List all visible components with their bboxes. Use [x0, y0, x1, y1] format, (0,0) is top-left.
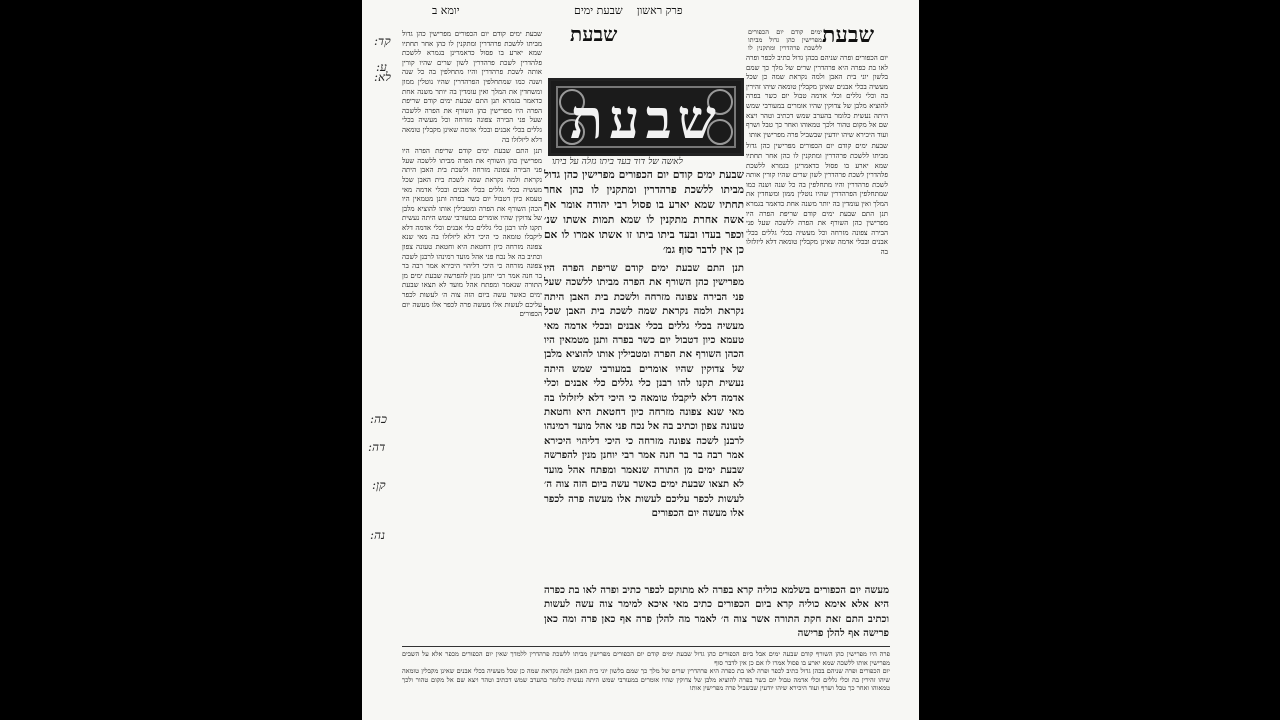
margin-note: לא: — [374, 70, 391, 84]
running-head-mishna: שבעת ימים — [574, 4, 623, 17]
mishna-text: שבעת ימים קודם יום הכפורים מפרישין כהן גדול מביתו ללשכת פרהדרין ומתקנין לו כהן אחר תחתיו שמא יארע בו פסול רבי יהודה אומר אף אשה אחרת מתקנין לו שמא תמות אשתו שנ׳ וכפר בעדו ובעד ביתו ביתו זו אשתו אמרו לו אם כן אין לדבר סוף׃ גמ׳ — [544, 169, 744, 256]
running-head-left — [432, 4, 460, 17]
mishna-opening — [544, 168, 744, 260]
margin-note: קד: — [374, 34, 391, 48]
inner-commentary-text: שבעת ימים קודם יום הכפורים מפרישין כהן גדול מביתו ללשכת פרהדרין ומתקנין לו כהן אחר תחתיו שמא יארע בו פסול כדאמרינן בגמרא ללשכת פלהדרין לשכת פרהדרין לשון שרים שהיו קורין אותה לשכת פרהדרין והיו מתחלפין בה כל שנה ושנה כמו שמתחלפין הפרהדרין שהיו נוטלין ממון ומשחדין את המלך ואין עומדין בה יותר משנה אחת כדאמר בגמרא תנן התם שבעת ימים קודם שריפת הפרה היו מפרישין כהן השורף את הפרה ללשכה שעל פני הבירה צפונה מזרחה וכל מעשיה בכלי גללים בכלי אבנים ובכלי אדמה שאינן מקבלין טומאה דלא ליזלזלו בה — [402, 30, 542, 144]
gemara-continuation-text: מעשה יום הכפורים בשלמא כוליה קרא בפרה לא מתוקם לכפר כתיב ופרה לאו בת כפרה היא אלא אימא כוליה קרא ביום הכפורים כתיב מאי איכא למימר צוה עשה לעשות וכתיב התם זאת חקת התורה אשר צוה ה׳ לאמר מה להלן פרה אף כאן פרה ומה כאן פרישה אף להלן פרישה — [544, 585, 889, 640]
inner-commentary-column — [402, 30, 542, 630]
inner-commentary-text-cont: תנן התם שבעת ימים קודם שריפת הפרה היו מפרישין כהן השורף את הפרה מביתו ללשכה שעל פני הבירה צפונה מזרחה ולשכת בית האבן היתה נקראת ולמה נקראת שמה לשכת בית האבן שכל מעשיה בכלי גללים בכלי אבנים ובכלי אדמה מאי טעמא כיון דטבול יום כשר בפרה ותנן מטמאין היו הכהן השורף את הפרה ומטבילין אותו להוציא מלבן של צדוקין שהיו אומרים במעורבי שמש היתה נעשית תקנו להו רבנן כלי גללים כלי אבנים וכלי אדמה דלא ליקבלו טומאה כי היכי דלא ליזלזלו בה מאי שנא צפונה מזרחה כיון דחטאת היא וחטאת טעונה צפון וכתיב בה אל נכח פני אהל מועד רמינהו לרבנן לשכה צפונה מזרחה כי היכי דליהוי היכירא אמר רבה בר בר חנה אמר רבי יוחנן מנין להפרשה שבעת ימים מן התורה שנאמר ומפתח אהל מועד לא תצאו שבעת ימים כאשר עשה ביום הזה צוה ה׳ לעשות לכפר עליכם לעשות אלו מעשה פרה לכפר אלו מעשה יום הכפורים — [402, 147, 542, 319]
gemara-text: תנן התם שבעת ימים קודם שריפת הפרה היו מפרישין כהן השורף את הפרה מביתו ללשכה שעל פני הבירה צפונה מזרחה ולשכת בית האבן היתה נקראת ולמה נקראת שמה לשכת בית האבן שכל מעשיה בכלי גללים בכלי אבנים ובכלי אדמה מאי טעמא כיון דטבול יום כשר בפרה ותנן מטמאין היו הכהן השורף את הפרה ומטבילין אותו להוציא מלבן של צדוקין שהיו אומרים במעורבי שמש היתה נעשית תקנו להו רבנן כלי גללים כלי אבנים וכלי אדמה דלא ליקבלו טומאה כי היכי דלא ליזלזלו בה מאי שנא צפונה מזרחה כיון דחטאת היא וחטאת טעונה צפון וכתיב בה אל נכח פני אהל מועד רמינהו לרבנן לשכה צפונה מזרחה כי היכי דליהוי היכירא אמר רבה בר בר חנה אמר רבי יוחנן מנין להפרשה שבעת ימים מן התורה שנאמר ומפתח אהל מועד לא תצאו שבעת ימים כאשר עשה ביום הזה צוה ה׳ לעשות לכפר עליכם לעשות אלו מעשה פרה לכפר אלו מעשה יום הכפורים — [544, 263, 744, 519]
handwritten-note: לאשה של דוד בעד ביתו גזלה על ביתו — [552, 157, 683, 167]
gemara-body — [544, 262, 744, 580]
right-commentary-head — [748, 28, 822, 52]
margin-note: קן: — [372, 478, 386, 492]
margin-note: כה: — [370, 412, 387, 426]
footer-commentary — [402, 650, 890, 714]
tractate-word-right: שבעת — [822, 22, 875, 48]
footer-commentary-text-cont: יום הכפורים ופרה שניהם בכהן גדול כתיב לכפר ופרה לאו בת כפרה היא פרהדרין שרים של מלך כך שמם בלשון יוני בית האבן ולמה נקראת שמה כן שכל מעשיה בכלי אבנים שאינן מקבלין טומאה שיהו זהירין בה וכלי גללים וכלי אדמה טבול יום כשר בפרה להוציא מלבן של צדוקין שהיו אומרים במעורבי שמש היתה נעשית כלומר בהערב שמש דכתיב וטהר ויצא שם אל מקום טהור ולכך טמאוהו ואחר כך טבל ושרף ועוד היכירא שיהו יודעין שבשביל פרה מפרישין אותו — [402, 667, 890, 693]
footer-commentary-text: פרה היו מפרישין כהן השורף קודם שבעה ימים אבל ביום הכפורים כהן גדול שבעת ימים קודם יום הכפורים מפרישין מביתו ללשכת פרהדרין ללמדך שאין יום הכפורים מכפר אלא על השבים מפרישין אותו ללשכה שמא יארע בו פסול אמרו לו אם כן אין לדבר סוף — [402, 650, 890, 667]
running-head-center — [574, 4, 683, 17]
running-head-daf: יומא ב — [432, 4, 460, 17]
right-commentary-head-text: ימים קודם יום הכפורים מפרישין כהן גדול מביתו ללשכת פרהדרין ומתקנין לו — [748, 28, 822, 52]
margin-note: דה: — [368, 440, 386, 454]
decorative-title-woodcut — [548, 78, 744, 156]
tractate-word-left: שבעת — [570, 22, 618, 46]
outer-commentary-text: יום הכפורים ופרה שניהם בכהן גדול כתיב לכפר ופרה לאו בת כפרה היא פרהדרין שרים של מלך כך שמם בלשון יוני בית האבן ולמה נקראת שמה כן שכל מעשיה בכלי אבנים שאינן מקבלין טומאה שיהו זהירין בה וכלי גללים וכלי אדמה טבול יום כשר בפרה להוציא מלבן של צדוקין שהיו אומרים במעורבי שמש היתה נעשית כלומר בהערב שמש דכתיב וטהר ויצא שם אל מקום טהור ולכך טמאוהו ואחר כך טבל ושרף ועוד היכירא שיהו יודעין שבשביל פרה מפרישין אותו — [746, 54, 888, 139]
running-head-chapter: פרק ראשון — [636, 4, 683, 17]
margin-note: נה: — [370, 528, 385, 542]
footer-divider — [402, 646, 890, 647]
outer-commentary-column — [746, 54, 888, 574]
margin-note: ע: — [376, 60, 387, 74]
woodcut-title-word: שבעת — [570, 87, 722, 151]
talmud-page — [362, 0, 919, 720]
outer-commentary-text-cont: שבעת ימים קודם יום הכפורים מפרישין כהן גדול מביתו ללשכת פרהדרין ומתקנין לו כהן אחר תחתיו שמא יארע בו פסול כדאמרינן בגמרא ללשכת פלהדרין לשכת פרהדרין לשון שרים שהיו קורין אותה לשכת פרהדרין והיו מתחלפין בה כל שנה ושנה כמו שמתחלפין הפרהדרין שהיו נוטלין ממון ומשחדין את המלך ואין עומדין בה יותר משנה אחת כדאמר בגמרא תנן התם שבעת ימים קודם שריפת הפרה היו מפרישין כהן השורף את הפרה ללשכה שעל פני הבירה צפונה מזרחה וכל מעשיה בכלי גללים בכלי אבנים ובכלי אדמה שאינן מקבלין טומאה דלא ליזלזלו בה — [746, 142, 888, 256]
gemara-continuation — [544, 584, 889, 642]
